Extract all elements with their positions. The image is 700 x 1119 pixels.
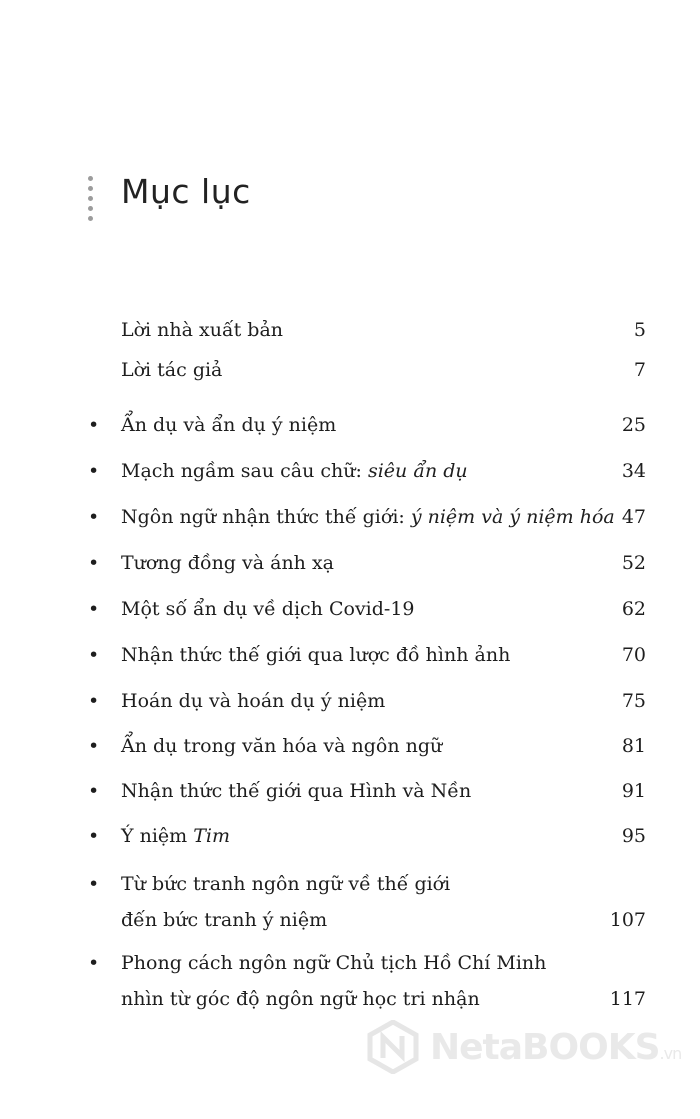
toc-entry-label-line1: Phong cách ngôn ngữ Chủ tịch Hồ Chí Minh [121, 952, 547, 974]
toc-entry-label: Nhận thức thế giới qua Hình và Nền [121, 780, 472, 802]
toc-entry [0, 773, 700, 809]
toc-entry [0, 637, 700, 673]
toc-entry-label-line2: nhìn từ góc độ ngôn ngữ học tri nhận [121, 988, 480, 1010]
bullet-icon: • [88, 506, 100, 528]
toc-entry-page: 107 [609, 909, 646, 931]
title-dots-decoration [88, 176, 93, 226]
toc-entry-label: Tương đồng và ánh xạ [121, 552, 334, 574]
toc-entry-page: 95 [621, 825, 646, 847]
bullet-icon: • [88, 735, 100, 757]
bullet-icon: • [88, 873, 100, 895]
toc-entry-label-line2: đến bức tranh ý niệm [121, 909, 328, 931]
toc-entry [0, 499, 700, 535]
toc-entry [0, 352, 700, 388]
bullet-icon: • [88, 780, 100, 802]
toc-entry [0, 945, 700, 1017]
toc-entry [0, 728, 700, 764]
watermark-suffix: .vn [659, 1044, 682, 1063]
toc-entry-page: 75 [621, 690, 646, 712]
bullet-icon: • [88, 825, 100, 847]
toc-entry-page: 47 [621, 506, 646, 528]
toc-entry-label: Một số ẩn dụ về dịch Covid-19 [121, 598, 415, 620]
toc-entry-page: 70 [621, 644, 646, 666]
bullet-icon: • [88, 460, 100, 482]
watermark-brand: NetaBOOKS [430, 1027, 660, 1068]
toc-entry-page: 5 [633, 319, 646, 341]
toc-entry-page: 25 [621, 414, 646, 436]
toc-entry-label: Nhận thức thế giới qua lược đồ hình ảnh [121, 644, 511, 666]
page-title: Mục lục [121, 172, 251, 211]
toc-entry [0, 866, 700, 938]
toc-entry-label: Ý niệm Tim [121, 825, 230, 847]
bullet-icon: • [88, 598, 100, 620]
bullet-icon: • [88, 952, 100, 974]
bullet-icon: • [88, 690, 100, 712]
toc-entry-page: 52 [621, 552, 646, 574]
bullet-icon: • [88, 552, 100, 574]
toc-entry-page: 117 [609, 988, 646, 1010]
bullet-icon: • [88, 644, 100, 666]
toc-entry-page: 62 [621, 598, 646, 620]
toc-entry-label: Ngôn ngữ nhận thức thế giới: ý niệm và ý niệm hóa [121, 506, 615, 528]
toc-entry [0, 312, 700, 348]
toc-entry [0, 453, 700, 489]
toc-entry [0, 591, 700, 627]
toc-entry [0, 545, 700, 581]
bullet-icon: • [88, 414, 100, 436]
toc-entry [0, 407, 700, 443]
toc-entry-label: Hoán dụ và hoán dụ ý niệm [121, 690, 386, 712]
toc-entry-page: 7 [633, 359, 646, 381]
toc-entry [0, 818, 700, 854]
watermark [430, 1027, 681, 1068]
toc-entry-page: 81 [621, 735, 646, 757]
toc-entry-label: Lời nhà xuất bản [121, 319, 284, 341]
toc-entry-page: 34 [621, 460, 646, 482]
toc-entry-label: Mạch ngầm sau câu chữ: siêu ẩn dụ [121, 460, 468, 482]
toc-entry [0, 683, 700, 719]
toc-entry-label: Ẩn dụ và ẩn dụ ý niệm [121, 414, 337, 436]
toc-entry-page: 91 [621, 780, 646, 802]
toc-entry-label-line1: Từ bức tranh ngôn ngữ về thế giới [121, 873, 451, 895]
netabooks-logo-icon [366, 1020, 420, 1074]
toc-entry-label: Lời tác giả [121, 359, 223, 381]
toc-entry-label: Ẩn dụ trong văn hóa và ngôn ngữ [121, 735, 443, 757]
